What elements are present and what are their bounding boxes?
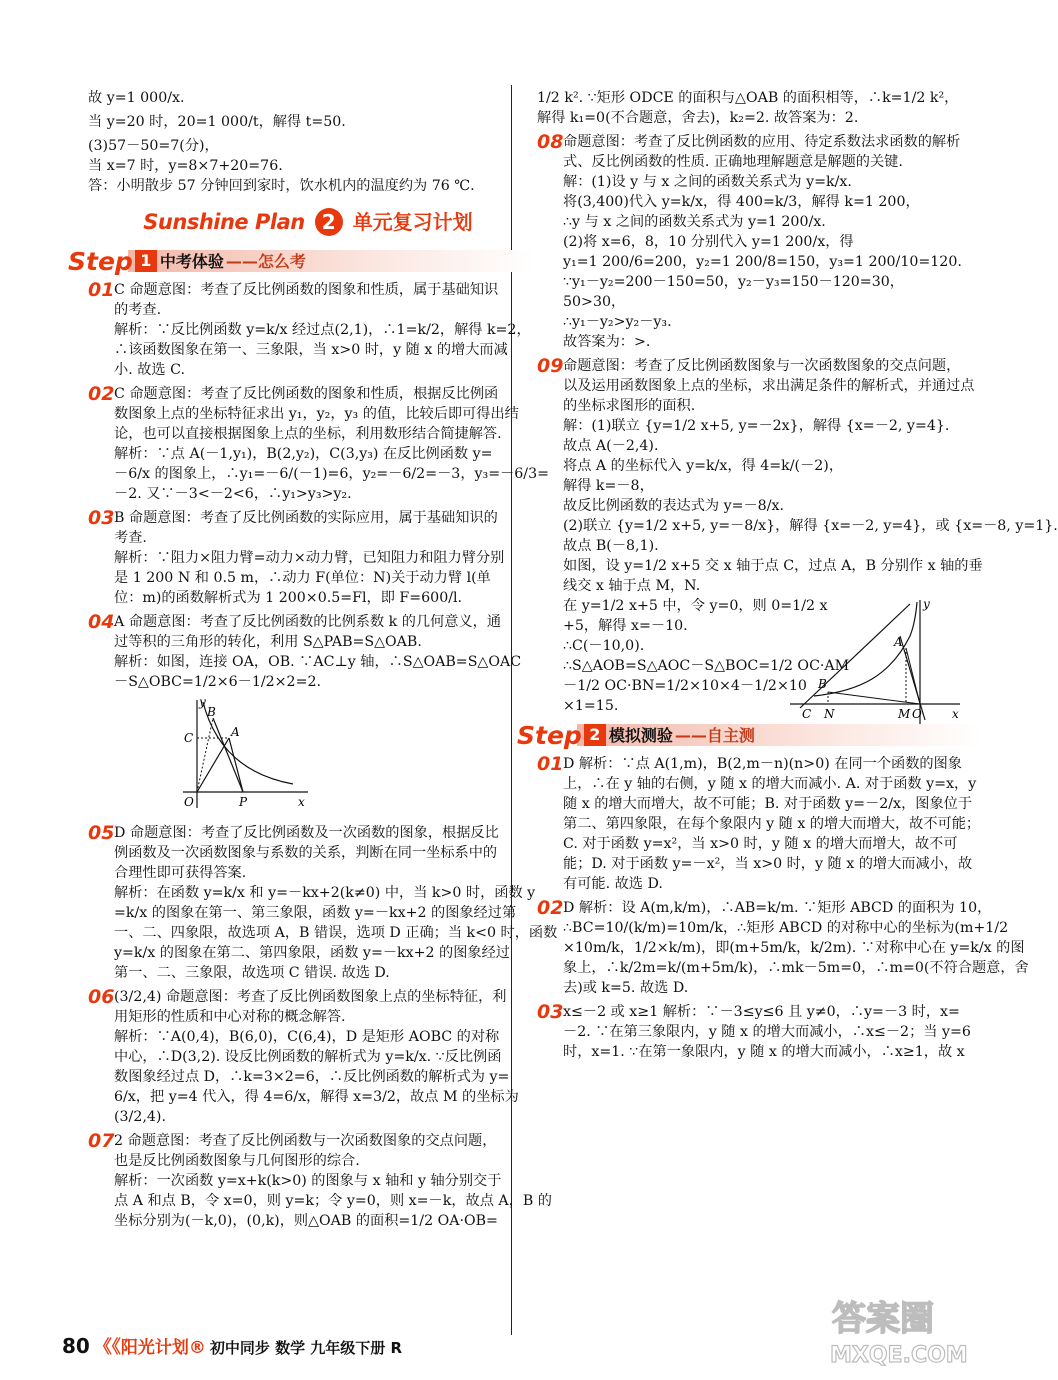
text-line: (2)将 x=6，8，10 分别代入 y=1 200/x，得 — [563, 234, 854, 250]
watermark-url: MXQE.COM — [830, 1343, 968, 1368]
axis-label-x: x — [952, 707, 959, 721]
text-line: 一、二、四象限，故选项 A，B 错误，选项 D 正确；当 k<0 时，函数 — [114, 925, 558, 941]
question-2 — [88, 383, 549, 504]
text-line: +5，解得 x=－10. — [563, 618, 688, 634]
axis-label-y: y — [199, 695, 206, 709]
text-line: 解析：一次函数 y=x+k(k>0) 的图象与 x 轴和 y 轴分别交于 — [114, 1173, 502, 1189]
point-label-a: A — [231, 725, 240, 739]
text-line: D 命题意图：考查了反比例函数及一次函数的图象，根据反比 — [114, 825, 499, 841]
text-line: 如图，设 y=1/2 x+5 交 x 轴于点 C，过点 A，B 分别作 x 轴的垂 — [563, 558, 983, 574]
figure-q9 — [790, 596, 966, 726]
text-line: －S△OBC=1/2×6－1/2×2=2. — [114, 674, 321, 690]
question-number: 07 — [88, 1130, 115, 1152]
page-number: 80 — [62, 1334, 90, 1358]
question-number: 02 — [537, 897, 564, 919]
text-line: ∴BC=10/(k/m)=10m/k，∴矩形 ABCD 的对称中心的坐标为(m+1/2 — [563, 920, 1009, 936]
question-number: 02 — [88, 383, 115, 405]
text-line: 故点 B(－8,1). — [563, 538, 659, 554]
double-arrow-icon: 《《 — [93, 1337, 121, 1358]
question-7 — [88, 1130, 552, 1231]
text-line: 第二、第四象限，在每个象限内 y 随 x 的增大而增大，故不可能； — [563, 816, 981, 832]
axis-label-y: y — [923, 597, 930, 611]
text-line: 1/2 k². ∵矩形 ODCE 的面积与△OAB 的面积相等，∴k=1/2 k²， — [537, 90, 959, 106]
text-line: 解析：如图，连接 OA，OB. ∵AC⊥y 轴，∴S△OAB=S△OAC — [114, 654, 522, 670]
text-line: ∴C(－10,0). — [563, 638, 645, 654]
question-number: 05 — [88, 822, 115, 844]
text-line: －2. ∵在第三象限内，y 随 x 的增大而减小，∴x≤－2；当 y=6 — [563, 1024, 971, 1040]
text-line: x≤－2 或 x≥1 解析：∵－3≤y≤6 且 y≠0，∴y=－3 时，x= — [563, 1004, 960, 1020]
text-line: 解析：∵反比例函数 y=k/x 经过点(2,1)，∴1=k/2，解得 k=2， — [114, 322, 531, 338]
text-line: 解得 k=－8， — [563, 478, 654, 494]
text-line: 坐标分别为(－k,0)，(0,k)，则△OAB 的面积=1/2 OA·OB= — [114, 1213, 498, 1229]
text-line: C 命题意图：考查了反比例函数的图象和性质，属于基础知识 — [114, 282, 499, 298]
point-label-a: A — [894, 635, 903, 649]
text-line: y=k/x 的图象在第二、第四象限，函数 y=－kx+2 的图象经过 — [114, 945, 510, 961]
text-line: 能；D. 对于函数 y=－x²，当 x>0 时，y 随 x 的增大而减小，故 — [563, 856, 973, 872]
practice-question-1 — [537, 753, 981, 894]
text-line: 以及运用函数图象上点的坐标，求出满足条件的解析式，并通过点 — [563, 378, 975, 394]
text-line: －6/x 的图象上，∴y₁=－6/(－1)=6，y₂=－6/2=－3，y₃=－6/3= — [114, 466, 549, 482]
text-line: 命题意图：考查了反比例函数的应用、待定系数法求函数的解析 — [563, 134, 961, 150]
text-line: 当 x=7 时，y=8×7+20=76. — [88, 158, 283, 174]
left-top-block — [88, 88, 528, 196]
text-line: 考查. — [114, 530, 147, 546]
text-line: 将(3,400)代入 y=k/x，得 400=k/3，解得 k=1 200， — [563, 194, 920, 210]
text-line: －2. 又∵－3<－2<6，∴y₁>y₃>y₂. — [114, 486, 352, 502]
figure-q4 — [183, 696, 313, 811]
plan-number-badge: 2 — [315, 208, 343, 236]
text-line: 故反比例函数的表达式为 y=－8/x. — [563, 498, 784, 514]
text-line: 当 y=20 时，20=1 000/t，解得 t=50. — [88, 114, 346, 130]
plan-title: Sunshine Plan — [143, 209, 305, 234]
text-line: (3)57－50=7(分)， — [88, 138, 219, 154]
text-line: 故 y=1 000/x. — [88, 90, 185, 106]
point-label-c: C — [184, 731, 194, 745]
text-line: 也是反比例函数图象与几何图形的综合. — [114, 1153, 360, 1169]
point-label-n: N — [824, 707, 835, 721]
text-line: ×10m/k，1/2×k/m)，即(m+5m/k，k/2m). ∵对称中心在 y=k/x 的图 — [563, 940, 1025, 956]
text-line: ∴S△AOB=S△AOC－S△BOC=1/2 OC·AM — [563, 658, 850, 674]
text-line: 时，x=1. ∵在第一象限内，y 随 x 的增大而减小，∴x≥1，故 x — [563, 1044, 965, 1060]
right-top-block — [537, 88, 977, 128]
step-subtitle: ——自主测 — [674, 725, 755, 745]
text-line: 用矩形的性质和中心对称的概念解答. — [114, 1009, 346, 1025]
watermark-logo — [822, 1288, 972, 1368]
question-9 — [537, 355, 1058, 721]
step-word: Step — [517, 720, 582, 750]
point-label-b: B — [818, 677, 827, 691]
text-line: 论，也可以直接根据图象上点的坐标，利用数形结合简捷解答. — [114, 426, 502, 442]
text-line: 线交 x 轴于点 M，N. — [563, 578, 701, 594]
question-number: 03 — [537, 1001, 564, 1023]
step-title: 模拟测验 — [608, 725, 673, 745]
question-number: 08 — [537, 131, 564, 153]
step-number: 2 — [584, 724, 606, 746]
text-line: 的考查. — [114, 302, 162, 318]
text-line: 故点 A(－2,4). — [563, 438, 659, 454]
text-line: 位：m)的函数解析式为 1 200×0.5=Fl，即 F=600/l. — [114, 590, 463, 606]
question-8 — [537, 132, 977, 352]
text-line: ∵y₁－y₂=200－150=50，y₂－y₃=150－120=30， — [563, 274, 904, 290]
text-line: 解析：∵A(0,4)，B(6,0)，C(6,4)，D 是矩形 AOBC 的对称 — [114, 1029, 500, 1045]
plan-cn-title: 单元复习计划 — [352, 209, 473, 234]
text-line: y₁=1 200/6=200，y₂=1 200/8=150，y₃=1 200/10=120. — [563, 254, 962, 270]
text-line: C. 对于函数 y=x²，当 x>0 时，y 随 x 的增大而增大，故不可 — [563, 836, 958, 852]
text-line: B 命题意图：考查了反比例函数的实际应用，属于基础知识的 — [114, 510, 498, 526]
text-line: 50>30， — [563, 294, 626, 310]
point-label-p: P — [239, 795, 248, 809]
step-word: Step — [68, 246, 133, 276]
text-line: D 解析：∵点 A(1,m)，B(2,m－n)(n>0) 在同一个函数的图象 — [563, 756, 962, 772]
text-line: =k/x 的图象在第一、第三象限，函数 y=－kx+2 的图象经过第 — [114, 905, 517, 921]
text-line: 合理性即可获得答案. — [114, 865, 247, 881]
text-line: 2 命题意图：考查了反比例函数与一次函数图象的交点问题， — [114, 1133, 497, 1149]
text-line: 式、反比例函数的性质. 正确地理解题意是解题的关键. — [563, 154, 903, 170]
text-line: 是 1 200 N 和 0.5 m，∴动力 F(单位：N)关于动力臂 l(单 — [114, 570, 491, 586]
text-line: ∴y₁－y₂>y₂－y₃. — [563, 314, 672, 330]
text-line: －1/2 OC·BN=1/2×10×4－1/2×10 — [563, 678, 807, 694]
text-line: 解得 k₁=0(不合题意，舍去)，k₂=2. 故答案为：2. — [537, 110, 859, 126]
step-subtitle: ——怎么考 — [225, 251, 306, 271]
watermark-text: 答案圈 — [832, 1299, 934, 1339]
question-1 — [88, 279, 531, 380]
text-line: D 解析：设 A(m,k/m)，∴AB=k/m. ∵矩形 ABCD 的面积为 10， — [563, 900, 992, 916]
question-number: 06 — [88, 986, 115, 1008]
point-label-b: B — [207, 705, 216, 719]
text-line: 解：(1)联立 {y=1/2 x+5, y=－2x}，解得 {x=－2, y=4}. — [563, 418, 950, 434]
text-line: 6/x，把 y=4 代入，得 4=6/x，解得 x=3/2，故点 M 的坐标为 — [114, 1089, 519, 1105]
text-line: 数图象上点的坐标特征求出 y₁，y₂，y₃ 的值，比较后即可得出结 — [114, 406, 519, 422]
question-4 — [88, 612, 528, 692]
text-line: 命题意图：考查了反比例函数图象与一次函数图象的交点问题， — [563, 358, 961, 374]
brand-name: 阳光计划® — [120, 1338, 206, 1358]
text-line: 解析：∵阻力×阻力臂=动力×动力臂，已知阻力和阻力臂分别 — [114, 550, 505, 566]
text-line: ∴该函数图象在第一、三象限，当 x>0 时，y 随 x 的增大而减 — [114, 342, 508, 358]
question-3 — [88, 508, 528, 608]
text-line: 解：(1)设 y 与 x 之间的函数关系式为 y=k/x. — [563, 174, 852, 190]
point-label-c: C — [802, 707, 812, 721]
text-line: (3/2,4) 命题意图：考查了反比例函数图象上点的坐标特征，利 — [114, 989, 507, 1005]
step1-header — [68, 246, 528, 276]
question-number: 01 — [537, 753, 564, 775]
question-number: 04 — [88, 611, 115, 633]
practice-question-3 — [537, 1002, 977, 1062]
step-number: 1 — [135, 250, 157, 272]
text-line: (3/2,4). — [114, 1109, 166, 1125]
practice-question-2 — [537, 897, 1029, 998]
text-line: 过等积的三角形的转化，利用 S△PAB=S△OAB. — [114, 634, 422, 650]
point-label-o: O — [184, 795, 194, 809]
text-line: 第一、二、三象限，故选项 C 错误. 故选 D. — [114, 965, 390, 981]
text-line: 上，∴在 y 轴的右侧，y 随 x 的增大而减小. A. 对于函数 y=x，y — [563, 776, 977, 792]
point-label-o: O — [912, 707, 922, 721]
question-number: 01 — [88, 279, 115, 301]
text-line: 解析：∵点 A(－1,y₁)，B(2,y₂)，C(3,y₃) 在反比例函数 y= — [114, 446, 493, 462]
plan-header — [88, 204, 528, 240]
question-6 — [88, 987, 528, 1127]
text-line: 小. 故选 C. — [114, 362, 185, 378]
question-number: 09 — [537, 355, 564, 377]
text-line: ×1=15. — [563, 698, 619, 714]
book-title: 初中同步 数学 九年级下册 R — [209, 1339, 403, 1357]
text-line: 故答案为：>. — [563, 334, 651, 350]
step-title: 中考体验 — [159, 251, 224, 271]
text-line: 将点 A 的坐标代入 y=k/x，得 4=k/(－2)， — [563, 458, 844, 474]
axis-label-x: x — [298, 795, 305, 809]
text-line: ∴y 与 x 之间的函数关系式为 y=1 200/x. — [563, 214, 826, 230]
text-line: (2)联立 {y=1/2 x+5, y=－8/x}，解得 {x=－2, y=4}，或 {x=－8, y=1}. — [563, 518, 1058, 534]
text-line: 在 y=1/2 x+5 中，令 y=0，则 0=1/2 x — [563, 598, 828, 614]
text-line: 数图象经过点 D，∴k=3×2=6，∴反比例函数的解析式为 y= — [114, 1069, 510, 1085]
text-line: 去)或 k=5. 故选 D. — [563, 980, 689, 996]
text-line: 的坐标求图形的面积. — [563, 398, 696, 414]
text-line: 有可能. 故选 D. — [563, 876, 663, 892]
text-line: 答：小明散步 57 分钟回到家时，饮水机内的温度约为 76 ℃. — [88, 178, 475, 194]
text-line: 中心，∴D(3,2). 设反比例函数的解析式为 y=k/x. ∵反比例函 — [114, 1049, 502, 1065]
text-line: C 命题意图：考查了反比例函数的图象和性质，根据反比例函 — [114, 386, 499, 402]
step2-header — [517, 720, 977, 750]
text-line: A 命题意图：考查了反比例函数的比例系数 k 的几何意义，通 — [114, 614, 502, 630]
text-line: 解析：在函数 y=k/x 和 y=－kx+2(k≠0) 中，当 k>0 时，函数 y — [114, 885, 536, 901]
text-line: 例函数及一次函数图象与系数的关系，判断在同一坐标系中的 — [114, 845, 498, 861]
text-line: 随 x 的增大而增大，故不可能；B. 对于函数 y=－2/x，图象位于 — [563, 796, 973, 812]
text-line: 象上，∴k/2m=k/(m+5m/k)，∴mk－5m=0，∴m=0(不符合题意，舍 — [563, 960, 1029, 976]
point-label-m: M — [898, 707, 911, 721]
question-number: 03 — [88, 507, 115, 529]
text-line: 点 A 和点 B，令 x=0，则 y=k；令 y=0，则 x=－k，故点 A，B 的 — [114, 1193, 552, 1209]
right-column — [517, 88, 1058, 1062]
page-footer — [62, 1336, 402, 1359]
